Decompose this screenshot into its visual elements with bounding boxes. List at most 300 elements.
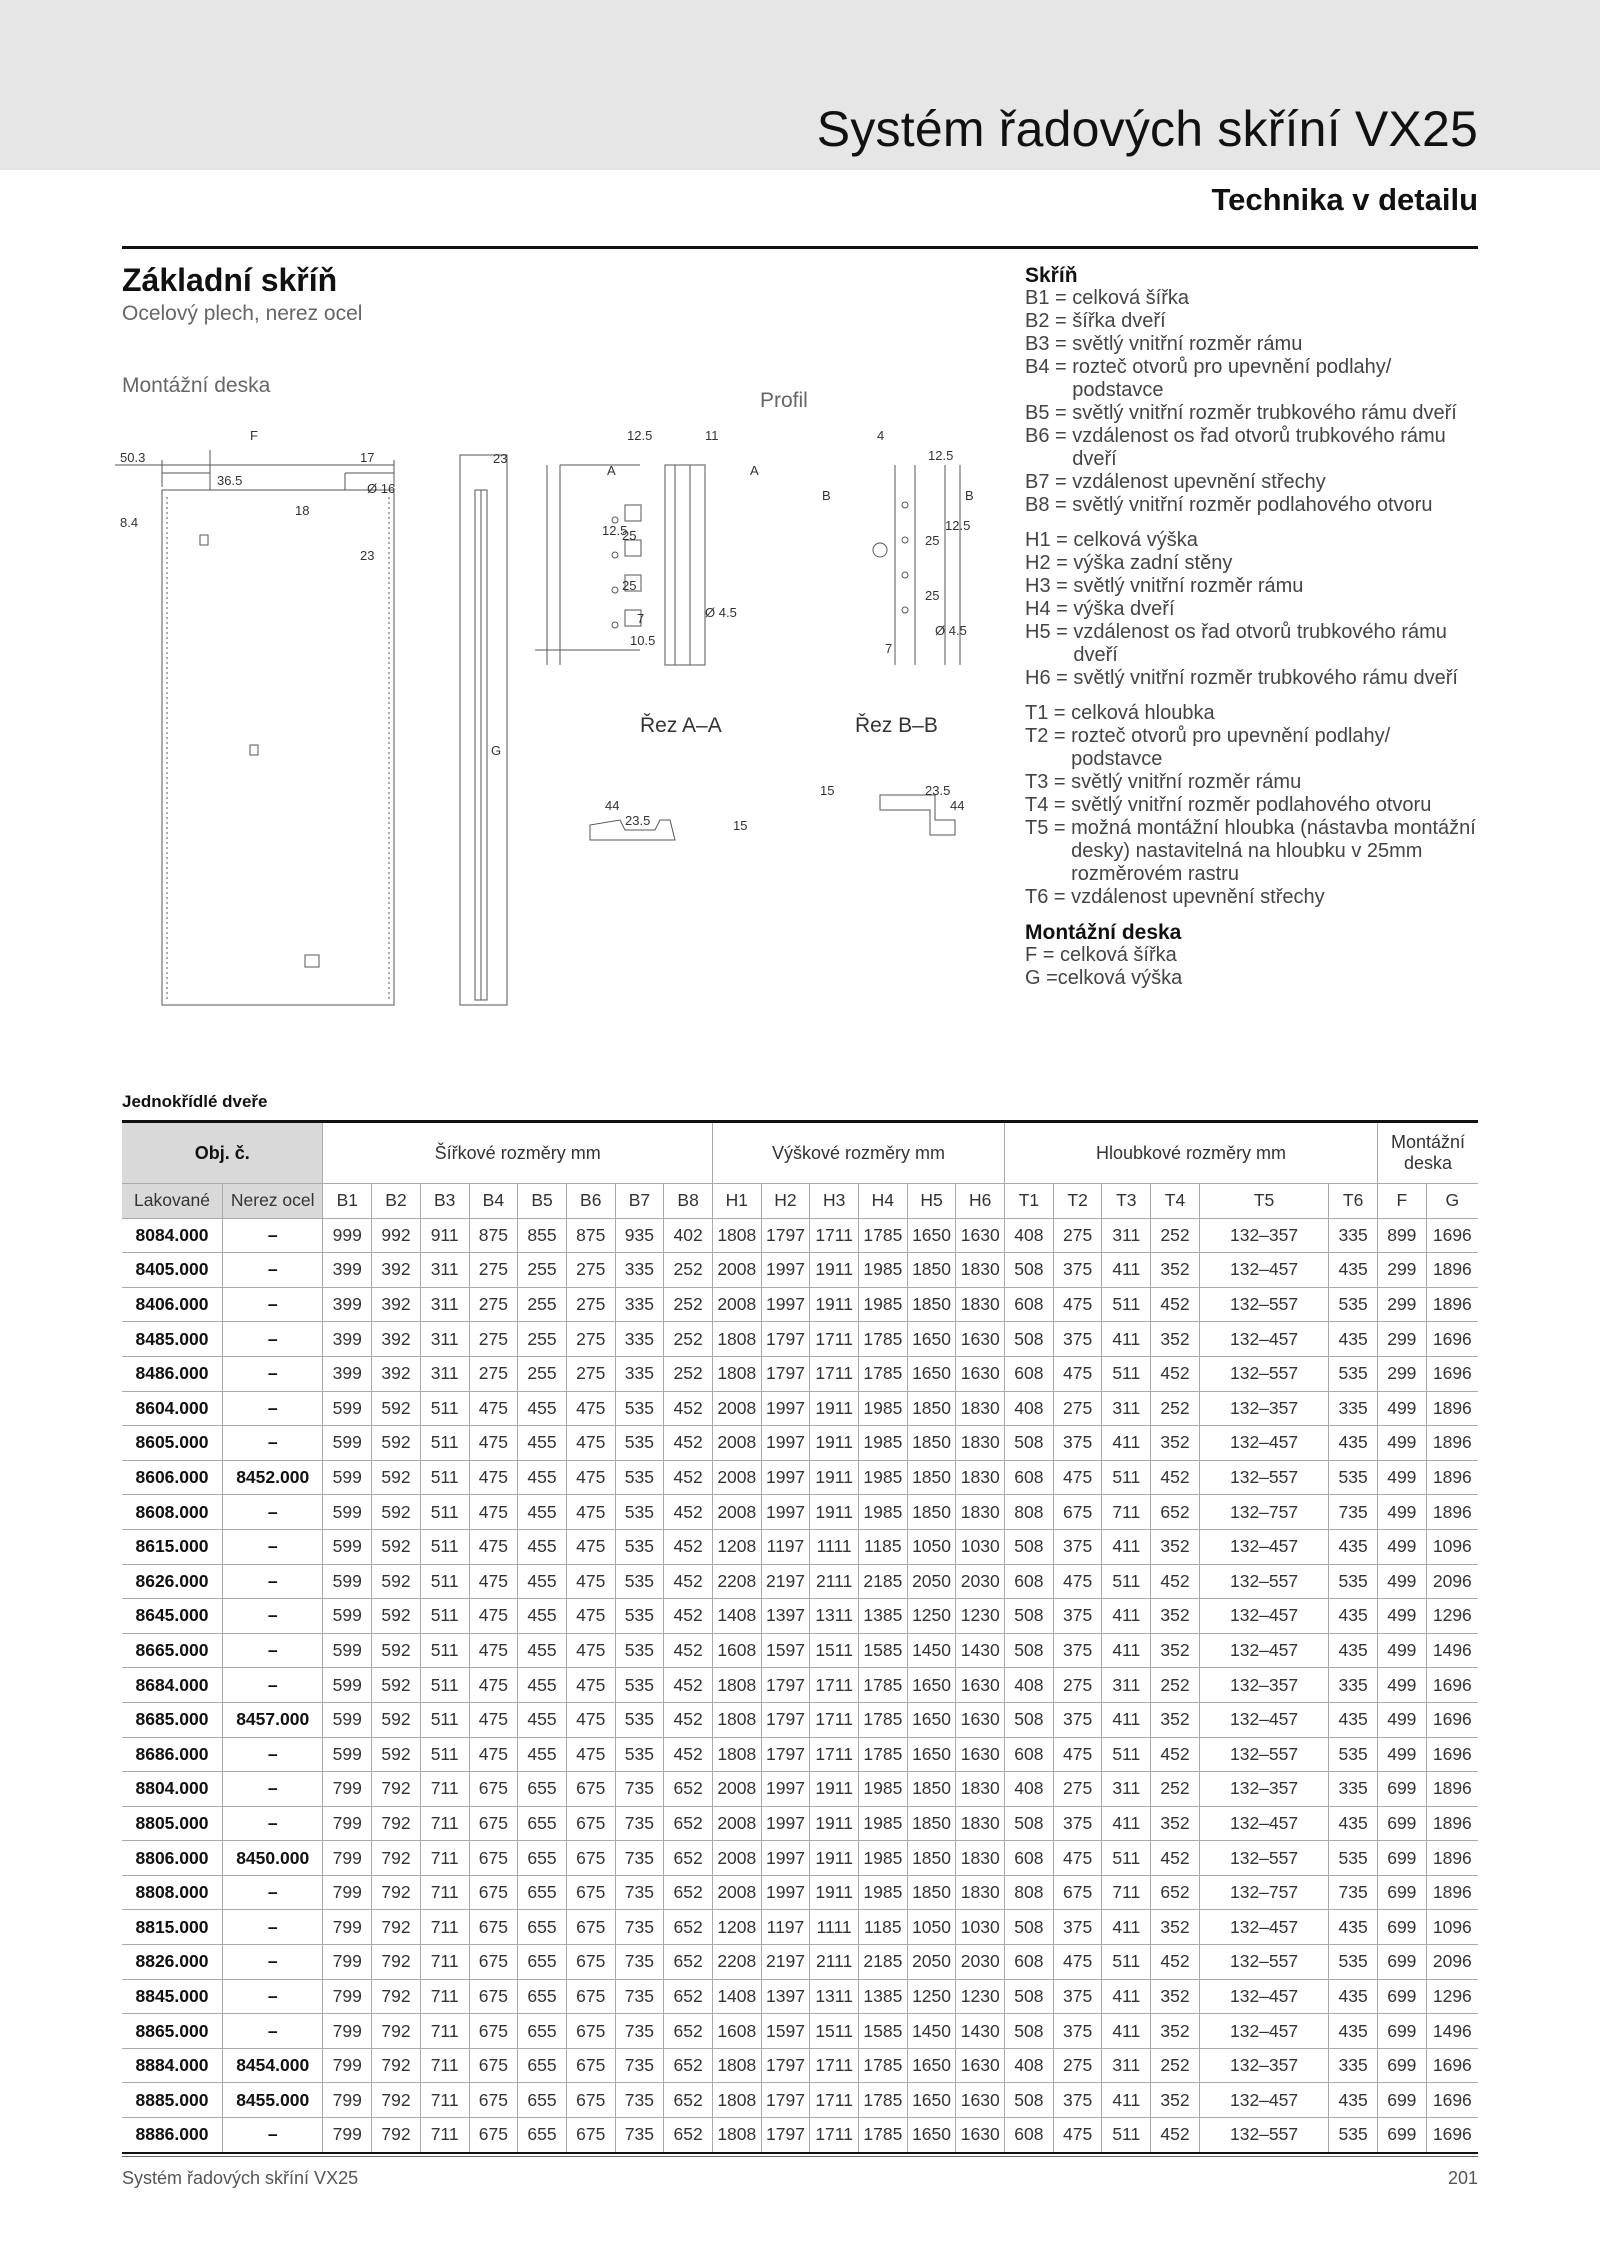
legend-key: T4 = (1025, 794, 1072, 816)
table-cell: 408 (1005, 2048, 1054, 2083)
table-cell: 475 (566, 1633, 615, 1668)
table-cell: 1630 (956, 2048, 1005, 2083)
table-cell: 1830 (956, 1772, 1005, 1807)
table-cell: – (222, 1391, 322, 1426)
table-cell: 675 (566, 1806, 615, 1841)
table-row (122, 1910, 1478, 1945)
table-cell: 511 (1102, 1460, 1151, 1495)
table-cell: 1808 (712, 1737, 761, 1772)
table-cell: 511 (1102, 1356, 1151, 1391)
table-cell: 608 (1005, 1287, 1054, 1322)
legend-key: B7 = (1025, 471, 1073, 493)
table-cell: 8684.000 (122, 1668, 222, 1703)
table-row (122, 1287, 1478, 1322)
table-cell: 1911 (810, 1806, 859, 1841)
table-cell: 299 (1377, 1356, 1426, 1391)
table-cell: 1785 (859, 1218, 908, 1253)
dim-aa-7: 7 (637, 611, 645, 626)
legend-value: vzdálenost os řad otvorů trubkového rámu dveří (1073, 621, 1447, 666)
table-cell: 508 (1005, 1910, 1054, 1945)
table-cell: – (222, 1772, 322, 1807)
table-cell: 1911 (810, 1841, 859, 1876)
table-cell: 675 (469, 1945, 518, 1980)
table-cell: 452 (664, 1737, 713, 1772)
table-cell: 499 (1377, 1599, 1426, 1634)
table-cell: 411 (1102, 2083, 1151, 2118)
table-row (122, 2118, 1478, 2153)
dim-bb-15: 15 (820, 783, 835, 798)
legend-value: šířka dveří (1072, 310, 1166, 332)
table-row (122, 1426, 1478, 1461)
dim-bb-25b: 25 (925, 588, 940, 603)
table-cell: 311 (420, 1322, 469, 1357)
table-cell: 132–557 (1199, 1287, 1328, 1322)
legend (1025, 264, 1485, 990)
table-cell: 1911 (810, 1391, 859, 1426)
page-title: Systém řadových skříní VX25 (816, 101, 1478, 157)
table-cell: 592 (372, 1426, 421, 1461)
table-cell: 608 (1005, 2118, 1054, 2153)
table-cell: 875 (469, 1218, 518, 1253)
table-cell: 1711 (810, 1356, 859, 1391)
table-cell: 535 (615, 1460, 664, 1495)
table-cell: 799 (323, 1772, 372, 1807)
table-cell: 1050 (907, 1529, 956, 1564)
table-cell: 375 (1053, 1979, 1102, 2014)
table-cell: 8804.000 (122, 1772, 222, 1807)
table-cell: 335 (1329, 1772, 1378, 1807)
table-cell: 1985 (859, 1287, 908, 1322)
table-cell: 592 (372, 1529, 421, 1564)
dim-bb-12-5: 12.5 (928, 448, 954, 463)
table-cell: 1808 (712, 1322, 761, 1357)
table-cell: 2008 (712, 1806, 761, 1841)
table-cell: 411 (1102, 1322, 1151, 1357)
table-cell: 1896 (1426, 1875, 1478, 1910)
legend-key: F = (1025, 944, 1061, 966)
table-cell: 735 (615, 1806, 664, 1841)
table-cell: – (222, 2014, 322, 2049)
dim-50-3: 50.3 (120, 450, 146, 465)
table-cell: 335 (1329, 1391, 1378, 1426)
column-header: H3 (810, 1184, 859, 1219)
dim-aa-o4-5: Ø 4.5 (705, 605, 737, 620)
table-cell: 8665.000 (122, 1633, 222, 1668)
table-cell: 699 (1377, 1841, 1426, 1876)
table-cell: 799 (323, 2014, 372, 2049)
table-row (122, 2048, 1478, 2083)
legend-item (1025, 494, 1485, 517)
table-cell: 399 (323, 1356, 372, 1391)
table-cell: 8884.000 (122, 2048, 222, 2083)
table-cell: 1397 (761, 1979, 810, 2014)
legend-value: světlý vnitřní rozměr rámu (1073, 575, 1304, 597)
table-cell: 2030 (956, 1564, 1005, 1599)
table-cell: 511 (420, 1391, 469, 1426)
table-cell: 652 (664, 2083, 713, 2118)
table-cell: 455 (518, 1460, 567, 1495)
table-cell: 435 (1329, 1702, 1378, 1737)
table-cell: 475 (469, 1737, 518, 1772)
column-header: Lakované (122, 1184, 222, 1219)
table-cell: 275 (469, 1322, 518, 1357)
table-cell: 252 (1151, 1668, 1200, 1703)
table-cell: 411 (1102, 1910, 1151, 1945)
table-cell: 475 (1053, 1841, 1102, 1876)
table-cell: 508 (1005, 1979, 1054, 2014)
table-cell: 455 (518, 1564, 567, 1599)
table-cell: 375 (1053, 1910, 1102, 1945)
table-cell: 535 (615, 1702, 664, 1737)
legend-item (1025, 794, 1485, 817)
table-cell: 275 (1053, 2048, 1102, 2083)
table-cell: 711 (420, 2048, 469, 2083)
table-cell: 255 (518, 1287, 567, 1322)
table-cell: – (222, 1737, 322, 1772)
table-cell: 599 (323, 1702, 372, 1737)
table-cell: 435 (1329, 1979, 1378, 2014)
table-cell: 452 (1151, 1564, 1200, 1599)
table-cell: 655 (518, 1772, 567, 1807)
table-row (122, 1668, 1478, 1703)
legend-key: G = (1025, 967, 1058, 989)
table-cell: 652 (1151, 1875, 1200, 1910)
table-cell: 435 (1329, 1910, 1378, 1945)
table-cell: 1597 (761, 1633, 810, 1668)
table-cell: 8685.000 (122, 1702, 222, 1737)
table-cell: 452 (1151, 2118, 1200, 2153)
table-cell: 1208 (712, 1529, 761, 1564)
table-cell: 1650 (907, 2048, 956, 2083)
table-cell: 455 (518, 1426, 567, 1461)
legend-value: vzdálenost upevnění střechy (1072, 471, 1326, 493)
table-cell: 375 (1053, 1702, 1102, 1737)
table-cell: 711 (420, 1806, 469, 1841)
table-cell: 675 (469, 1875, 518, 1910)
table-row (122, 1806, 1478, 1841)
table-cell: 475 (566, 1460, 615, 1495)
table-cell: 792 (372, 2048, 421, 2083)
table-cell: 275 (566, 1253, 615, 1288)
table-cell: 1850 (907, 1495, 956, 1530)
table-cell: 411 (1102, 1702, 1151, 1737)
technical-drawing (115, 425, 1015, 1025)
table-cell: 8452.000 (222, 1460, 322, 1495)
table-cell: 352 (1151, 1253, 1200, 1288)
table-cell: 435 (1329, 1253, 1378, 1288)
table-cell: 711 (420, 1772, 469, 1807)
table-cell: 311 (420, 1287, 469, 1322)
table-cell: 1797 (761, 1322, 810, 1357)
table-cell: 711 (420, 2014, 469, 2049)
dim-8-4: 8.4 (120, 515, 139, 530)
legend-key: H2 = (1025, 552, 1074, 574)
column-header: B2 (372, 1184, 421, 1219)
table-cell: 375 (1053, 1253, 1102, 1288)
table-cell: 2008 (712, 1495, 761, 1530)
table-row (122, 2014, 1478, 2049)
table-cell: 311 (420, 1356, 469, 1391)
table-cell: 1911 (810, 1772, 859, 1807)
table-cell: 452 (664, 1495, 713, 1530)
table-cell: 275 (1053, 1668, 1102, 1703)
table-cell: 475 (469, 1426, 518, 1461)
table-cell: 735 (615, 1979, 664, 2014)
column-header: T3 (1102, 1184, 1151, 1219)
table-cell: 535 (1329, 1287, 1378, 1322)
table-cell: 375 (1053, 1426, 1102, 1461)
table-cell: 1850 (907, 1287, 956, 1322)
table-cell: 352 (1151, 2083, 1200, 2118)
table-cell: 252 (1151, 2048, 1200, 2083)
table-cell: 735 (615, 1875, 664, 1910)
table-cell: 1696 (1426, 1356, 1478, 1391)
table-row (122, 1633, 1478, 1668)
table-cell: 8826.000 (122, 1945, 222, 1980)
table-cell: 1797 (761, 2048, 810, 2083)
table-cell: 132–457 (1199, 1599, 1328, 1634)
table-cell: 1785 (859, 1737, 908, 1772)
table-cell: 1111 (810, 1910, 859, 1945)
table-caption: Jednokřídlé dveře (122, 1092, 268, 1111)
dim-23: 23 (360, 548, 375, 563)
table-cell: 1830 (956, 1287, 1005, 1322)
table-cell: 711 (420, 2083, 469, 2118)
table-cell: 452 (1151, 1287, 1200, 1322)
table-cell: 1808 (712, 1668, 761, 1703)
table-cell: 452 (664, 1391, 713, 1426)
table-cell: 452 (1151, 1737, 1200, 1772)
legend-key: T2 = (1025, 725, 1072, 747)
table-cell: 511 (420, 1529, 469, 1564)
table-cell: 1850 (907, 1391, 956, 1426)
table-cell: 132–457 (1199, 1253, 1328, 1288)
table-cell: 475 (469, 1460, 518, 1495)
table-cell: 699 (1377, 2118, 1426, 2153)
table-cell: 475 (469, 1668, 518, 1703)
table-cell: 1696 (1426, 2083, 1478, 2118)
table-cell: 499 (1377, 1737, 1426, 1772)
table-cell: 808 (1005, 1875, 1054, 1910)
table-cell: 799 (323, 1910, 372, 1945)
table-cell: 1230 (956, 1599, 1005, 1634)
table-cell: 711 (420, 1945, 469, 1980)
table-cell: 132–357 (1199, 1218, 1328, 1253)
table-cell: 511 (420, 1599, 469, 1634)
table-cell: 511 (420, 1460, 469, 1495)
table-cell: 792 (372, 2083, 421, 2118)
table-cell: 599 (323, 1495, 372, 1530)
table-cell: 1711 (810, 1737, 859, 1772)
table-cell: 1711 (810, 1702, 859, 1737)
table-cell: 499 (1377, 1391, 1426, 1426)
table-cell: 411 (1102, 1633, 1151, 1668)
table-cell: 511 (420, 1633, 469, 1668)
mount-plate-label: Montážní deska (122, 374, 271, 397)
table-cell: 8845.000 (122, 1979, 222, 2014)
table-cell: 911 (420, 1218, 469, 1253)
table-cell: 508 (1005, 1529, 1054, 1564)
table-cell: 711 (420, 1979, 469, 2014)
table-cell: 2096 (1426, 1564, 1478, 1599)
table-cell: 375 (1053, 1322, 1102, 1357)
table-cell: 535 (615, 1668, 664, 1703)
column-header: T5 (1199, 1184, 1328, 1219)
table-cell: 1997 (761, 1772, 810, 1807)
legend-item (1025, 702, 1485, 725)
table-cell: 535 (615, 1599, 664, 1634)
table-cell: 475 (1053, 1564, 1102, 1599)
table-cell: 599 (323, 1426, 372, 1461)
table-cell: 8605.000 (122, 1426, 222, 1461)
table-cell: 132–557 (1199, 1841, 1328, 1876)
table-cell: 2008 (712, 1772, 761, 1807)
table-cell: 508 (1005, 1322, 1054, 1357)
table-cell: 1711 (810, 2048, 859, 2083)
table-cell: 508 (1005, 1702, 1054, 1737)
table-cell: 652 (664, 2048, 713, 2083)
table-cell: 499 (1377, 1668, 1426, 1703)
table-cell: 1185 (859, 1529, 908, 1564)
table-cell: 799 (323, 2118, 372, 2153)
legend-value: celková výška (1057, 967, 1183, 989)
table-cell: 311 (420, 1253, 469, 1288)
table-cell: 1850 (907, 1426, 956, 1461)
table-cell: 411 (1102, 1599, 1151, 1634)
table-cell: 275 (1053, 1772, 1102, 1807)
table-cell: 411 (1102, 2014, 1151, 2049)
table-cell: 475 (1053, 1287, 1102, 1322)
legend-value: možná montážní hloubka (nástavba montážní desky) nastavitelná na hloubku v 25mm rozměrovém rastru (1071, 817, 1476, 885)
table-cell: 652 (664, 1910, 713, 1945)
table-cell: 508 (1005, 1253, 1054, 1288)
table-cell: 275 (469, 1287, 518, 1322)
table-cell: 1630 (956, 2118, 1005, 2153)
legend-item (1025, 886, 1485, 909)
table-cell: – (222, 1322, 322, 1357)
table-cell: 1830 (956, 1495, 1005, 1530)
table-cell: 311 (1102, 2048, 1151, 2083)
table-cell: 1808 (712, 1218, 761, 1253)
table-cell: 252 (1151, 1218, 1200, 1253)
column-header: T6 (1329, 1184, 1378, 1219)
table-cell: 132–357 (1199, 1668, 1328, 1703)
table-cell: 1650 (907, 1218, 956, 1253)
table-cell: 375 (1053, 2014, 1102, 2049)
dim-aa-12-5: 12.5 (627, 428, 653, 443)
table-cell: 1630 (956, 1702, 1005, 1737)
table-cell: 1511 (810, 1633, 859, 1668)
table-cell: 1197 (761, 1910, 810, 1945)
dim-bb-7: 7 (885, 641, 893, 656)
table-cell: 1985 (859, 1772, 908, 1807)
table-cell: 1830 (956, 1253, 1005, 1288)
table-cell: 1197 (761, 1529, 810, 1564)
table-cell: 511 (1102, 1841, 1151, 1876)
table-cell: 1785 (859, 2118, 908, 2153)
table-cell: 1650 (907, 1702, 956, 1737)
table-cell: 1911 (810, 1287, 859, 1322)
header-rule (122, 246, 1478, 249)
table-cell: 255 (518, 1253, 567, 1288)
table-row (122, 1218, 1478, 1253)
table-cell: 699 (1377, 1910, 1426, 1945)
column-header: B5 (518, 1184, 567, 1219)
legend-item (1025, 402, 1485, 425)
table-cell: 652 (664, 1875, 713, 1910)
table-cell: 132–557 (1199, 1564, 1328, 1599)
table-cell: 132–457 (1199, 1910, 1328, 1945)
column-header: B8 (664, 1184, 713, 1219)
table-cell: 711 (420, 2118, 469, 2153)
table-row (122, 1322, 1478, 1357)
table-cell: 592 (372, 1460, 421, 1495)
table-cell: 8808.000 (122, 1875, 222, 1910)
table-cell: 511 (1102, 1945, 1151, 1980)
table-cell: 411 (1102, 1426, 1151, 1461)
table-cell: 452 (664, 1564, 713, 1599)
column-header: B6 (566, 1184, 615, 1219)
table-cell: 1696 (1426, 1668, 1478, 1703)
table-cell: 1711 (810, 2083, 859, 2118)
dim-aa-25b: 25 (622, 578, 637, 593)
table-cell: 792 (372, 1806, 421, 1841)
table-cell: 299 (1377, 1253, 1426, 1288)
table-cell: 599 (323, 1564, 372, 1599)
label-bb-b1: B (822, 488, 831, 503)
footer-rule (122, 2156, 1478, 2157)
table-cell: 1430 (956, 1633, 1005, 1668)
table-cell: 352 (1151, 1599, 1200, 1634)
table-cell: 411 (1102, 1979, 1151, 2014)
table-cell: 511 (420, 1426, 469, 1461)
table-cell: 2208 (712, 1945, 761, 1980)
table-cell: 511 (420, 1668, 469, 1703)
table-cell: 452 (664, 1460, 713, 1495)
table-cell: 1630 (956, 1356, 1005, 1391)
table-cell: 1850 (907, 1772, 956, 1807)
table-cell: 675 (566, 2014, 615, 2049)
table-cell: 1696 (1426, 2118, 1478, 2153)
table-cell: 675 (469, 1979, 518, 2014)
table-cell: 592 (372, 1564, 421, 1599)
table-cell: 1997 (761, 1253, 810, 1288)
table-cell: 452 (664, 1633, 713, 1668)
table-cell: 1296 (1426, 1599, 1478, 1634)
legend-value: celková výška (1073, 529, 1198, 551)
table-cell: 8865.000 (122, 2014, 222, 2049)
table-cell: 2185 (859, 1564, 908, 1599)
table-cell: 1597 (761, 2014, 810, 2049)
table-cell: 1808 (712, 2118, 761, 2153)
dim-bb-o4-5: Ø 4.5 (935, 623, 967, 638)
table-cell: 8084.000 (122, 1218, 222, 1253)
column-header: F (1377, 1184, 1426, 1219)
table-cell: 511 (420, 1702, 469, 1737)
table-cell: 352 (1151, 1529, 1200, 1564)
table-cell: 132–357 (1199, 1391, 1328, 1426)
table-cell: 1650 (907, 1668, 956, 1703)
table-cell: 2008 (712, 1875, 761, 1910)
table-cell: 475 (1053, 1460, 1102, 1495)
legend-item (1025, 667, 1485, 690)
legend-heading-skrin: Skříň (1025, 264, 1078, 287)
table-cell: 475 (566, 1529, 615, 1564)
table-cell: 508 (1005, 1633, 1054, 1668)
table-cell: 475 (1053, 2118, 1102, 2153)
table-cell: 252 (664, 1356, 713, 1391)
table-cell: 1997 (761, 1460, 810, 1495)
